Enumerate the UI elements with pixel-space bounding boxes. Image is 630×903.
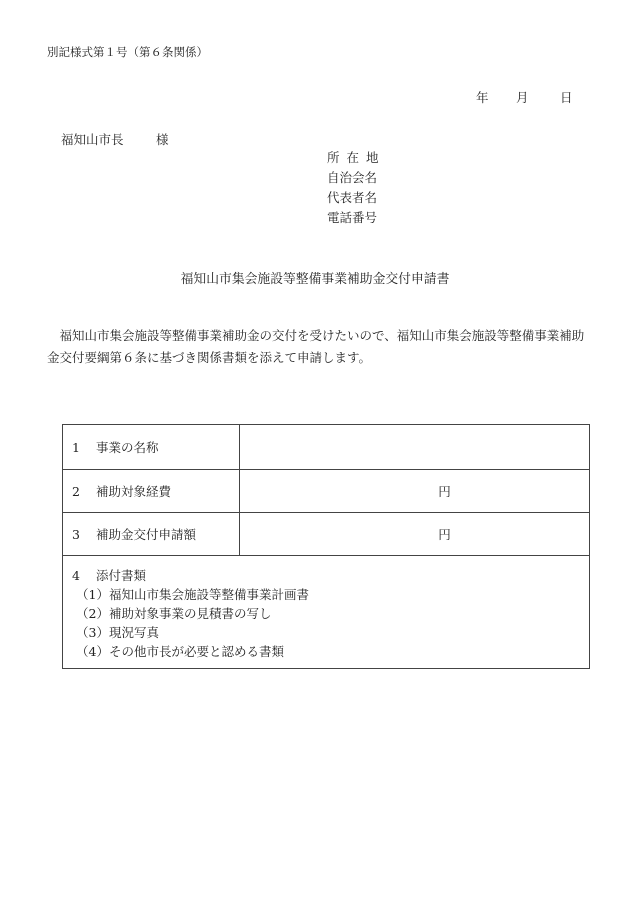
row-number: 3 <box>72 527 80 542</box>
table-row <box>63 425 590 470</box>
requested-amount-field[interactable]: 円 <box>240 513 590 556</box>
recipient-line <box>61 130 169 148</box>
table-row <box>63 556 590 669</box>
eligible-cost-label-cell <box>63 470 240 513</box>
eligible-cost-field[interactable]: 円 <box>240 470 590 513</box>
association-label: 自治会名 <box>327 170 378 185</box>
date-line <box>476 88 573 106</box>
attachments-list <box>72 585 589 661</box>
row-label: 補助対象経費 <box>96 484 172 499</box>
requested-amount-label-cell <box>63 513 240 556</box>
address-label: 所在地 <box>327 150 386 165</box>
body-paragraph <box>47 325 592 369</box>
list-item: （1）福知山市集会施設等整備事業計画書 <box>76 586 309 602</box>
date-month-label: 月 <box>516 90 529 105</box>
table-row <box>63 470 590 513</box>
attachments-label: 添付書類 <box>96 567 147 583</box>
row-number: 2 <box>72 484 80 499</box>
list-item: （4）その他市長が必要と認める書類 <box>76 643 284 659</box>
row-label: 補助金交付申請額 <box>96 527 197 542</box>
project-name-label-cell <box>63 425 240 470</box>
form-number: 別記様式第１号（第６条関係） <box>47 45 208 59</box>
date-year-label: 年 <box>476 90 489 105</box>
recipient-name: 福知山市長 <box>61 132 124 147</box>
attachments-heading <box>72 566 589 585</box>
applicant-block <box>327 148 386 228</box>
recipient-honorific: 様 <box>156 132 169 147</box>
list-item: （3）現況写真 <box>76 624 159 640</box>
application-table <box>62 424 590 669</box>
document-title: 福知山市集会施設等整備事業補助金交付申請書 <box>180 272 450 287</box>
table-row <box>63 513 590 556</box>
body-text: 福知山市集会施設等整備事業補助金の交付を受けたいので、福知山市集会施設等整備事業補助金交付要綱第６条に基づき関係書類を添えて申請します。 <box>47 328 585 365</box>
phone-label: 電話番号 <box>327 210 378 225</box>
row-number: 4 <box>72 567 80 583</box>
attachments-cell <box>63 556 590 669</box>
list-item: （2）補助対象事業の見積書の写し <box>76 605 272 621</box>
row-number: 1 <box>72 440 80 455</box>
representative-label: 代表者名 <box>327 190 378 205</box>
project-name-field[interactable] <box>240 425 590 470</box>
row-label: 事業の名称 <box>96 440 159 455</box>
date-day-label: 日 <box>560 90 573 105</box>
